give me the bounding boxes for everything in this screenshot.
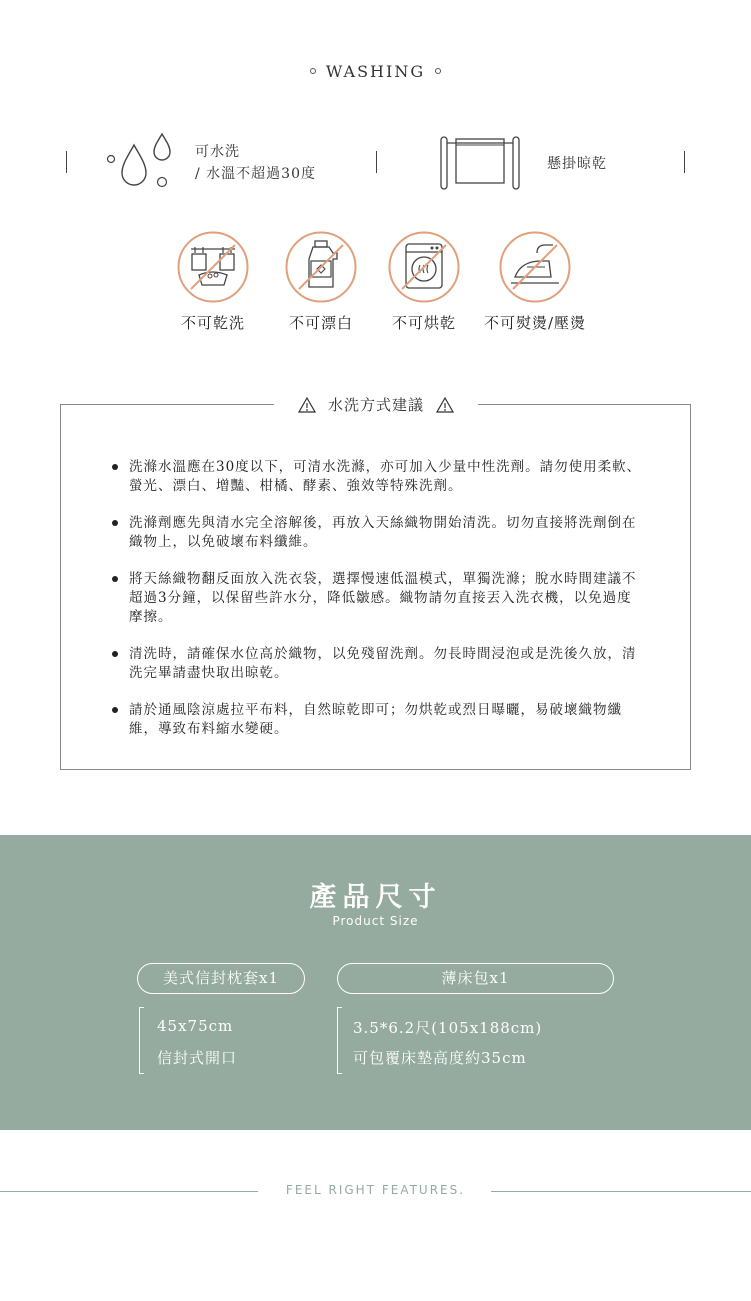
washing-guide-list — [112, 458, 642, 757]
washable-line-1: 可水洗 — [195, 144, 240, 160]
dot-decor — [435, 68, 441, 74]
washable-text — [195, 141, 316, 185]
care-label-no-dry-clean: 不可乾洗 — [180, 314, 245, 332]
product-size-subtitle: Product Size — [332, 914, 419, 928]
divider — [376, 151, 377, 173]
no-dry-clean-icon — [177, 231, 249, 303]
hang-dry-text: 懸掛晾乾 — [547, 156, 607, 172]
washing-guide-title-text: 水洗方式建議 — [327, 396, 424, 414]
list-item: 洗滌水溫應在30度以下，可清水洗滌，亦可加入少量中性洗劑。請勿使用柔軟、螢光、漂白、增豔、柑橘、酵素、強效等特殊洗劑。 — [112, 458, 642, 496]
list-item: 請於通風陰涼處拉平布料，自然晾乾即可；勿烘乾或烈日曝曬，易破壞織物纖維，導致布料縮水變硬。 — [112, 701, 642, 739]
no-iron-icon — [499, 231, 571, 303]
care-label-no-tumble-dry: 不可烘乾 — [391, 314, 456, 332]
spec-bracket — [139, 1007, 144, 1074]
product-size-title: 產品尺寸 — [309, 882, 442, 913]
dot-decor — [310, 68, 316, 74]
sheet-spec-size: 3.5*6.2尺(105x188cm) — [353, 1019, 543, 1037]
hang-dry-icon — [440, 134, 520, 190]
divider — [684, 151, 685, 173]
warning-icon — [436, 397, 454, 413]
water-drops-icon — [106, 132, 180, 190]
sheet-spec-height: 可包覆床墊高度約35cm — [353, 1049, 527, 1067]
washing-heading — [0, 62, 751, 81]
product-pill-pillowcase: 美式信封枕套x1 — [137, 963, 305, 994]
list-item: 清洗時，請確保水位高於織物，以免殘留洗劑。勿長時間浸泡或是洗後久放，清洗完畢請盡快取出晾乾。 — [112, 645, 642, 683]
list-item: 洗滌劑應先與清水完全溶解後，再放入天絲織物開始清洗。切勿直接將洗劑倒在織物上，以免破壞布料纖維。 — [112, 514, 642, 552]
care-label-no-bleach: 不可漂白 — [288, 314, 353, 332]
washing-title-text: WASHING — [325, 62, 426, 81]
pillowcase-spec-size: 45x75cm — [157, 1017, 234, 1035]
list-item: 將天絲織物翻反面放入洗衣袋，選擇慢速低溫模式，單獨洗滌；脫水時間建議不超過3分鐘，以保留些許水分，降低皺感。織物請勿直接丟入洗衣機，以免過度摩擦。 — [112, 570, 642, 627]
washing-guide-title — [274, 394, 478, 416]
care-label-no-iron: 不可熨燙/壓燙 — [483, 314, 587, 332]
washable-line-2: / 水溫不超過30度 — [195, 166, 316, 182]
spec-bracket — [337, 1007, 342, 1074]
warning-icon — [298, 397, 316, 413]
no-tumble-dry-icon — [388, 231, 460, 303]
product-size-section — [0, 835, 751, 1130]
product-pill-fitted-sheet: 薄床包x1 — [337, 963, 614, 994]
no-bleach-icon — [285, 231, 357, 303]
footer-tagline: FEEL RIGHT FEATURES. — [285, 1183, 466, 1197]
divider — [66, 151, 67, 173]
pillowcase-spec-opening: 信封式開口 — [157, 1049, 238, 1067]
